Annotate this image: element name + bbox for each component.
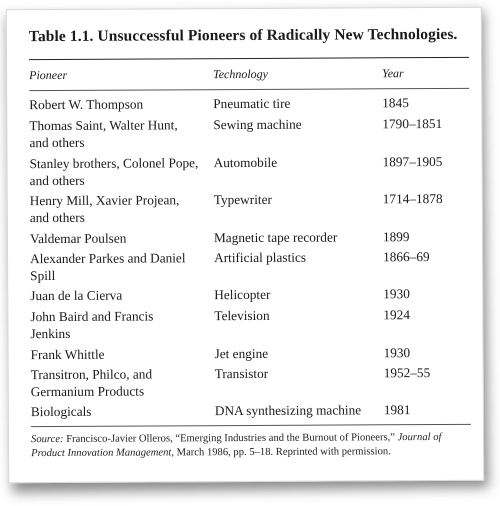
technology-cell: Automobile xyxy=(213,154,278,171)
technology-cell: Television xyxy=(214,307,270,324)
technology-cell: Helicopter xyxy=(214,286,271,303)
header-rule xyxy=(29,88,469,91)
table-row xyxy=(7,94,483,113)
pioneer-cell: Transitron, Philco, and Germanium Products xyxy=(30,366,153,400)
technology-cell: Jet engine xyxy=(214,345,269,362)
pioneer-cell: Frank Whittle xyxy=(30,346,105,363)
header-pioneer: Pioneer xyxy=(29,67,68,83)
header-technology: Technology xyxy=(213,66,269,82)
pioneer-cell: Valdemar Poulsen xyxy=(29,230,127,247)
source-citation: Francisco-Javier Olleros, “Emerging Industries and the Burnout of Pioneers,” xyxy=(63,432,398,445)
table-row xyxy=(8,248,484,284)
technology-cell: DNA synthesizing machine xyxy=(214,402,362,419)
table-title: Table 1.1. Unsuccessful Pioneers of Radically New Technologies. xyxy=(28,25,458,46)
source-note xyxy=(31,431,476,461)
pioneer-cell: Stanley brothers, Colonel Pope, and others xyxy=(29,155,199,189)
pioneer-cell: Alexander Parkes and Daniel Spill xyxy=(30,250,186,284)
year-cell: 1924 xyxy=(383,307,410,323)
top-rule xyxy=(29,57,469,60)
table-row xyxy=(8,306,484,342)
table-row xyxy=(8,285,484,304)
technology-cell: Sewing machine xyxy=(213,116,302,133)
table-row xyxy=(9,344,485,363)
pioneer-cell: Thomas Saint, Walter Hunt, and others xyxy=(29,117,178,151)
source-journal: Journal of Product Innovation Management xyxy=(31,431,442,459)
source-details: , March 1986, pp. 5–18. Reprinted with permission. xyxy=(171,445,391,458)
technology-cell: Artificial plastics xyxy=(214,249,307,266)
pioneer-cell: Biologicals xyxy=(30,403,92,420)
year-cell: 1930 xyxy=(383,286,410,302)
header-year: Year xyxy=(382,66,404,81)
table-row xyxy=(9,364,485,400)
year-cell: 1899 xyxy=(382,229,410,245)
bottom-rule xyxy=(31,424,471,427)
technology-cell: Magnetic tape recorder xyxy=(213,229,338,246)
technology-cell: Typewriter xyxy=(213,191,272,208)
year-cell: 1866–69 xyxy=(383,249,430,265)
table-row xyxy=(9,401,485,420)
pioneer-cell: Robert W. Thompson xyxy=(29,96,144,113)
year-cell: 1897–1905 xyxy=(382,153,443,170)
table-row xyxy=(8,190,484,226)
year-cell: 1790–1851 xyxy=(382,115,443,132)
source-label: Source: xyxy=(30,433,64,446)
year-cell: 1714–1878 xyxy=(382,190,443,207)
year-cell: 1930 xyxy=(383,345,411,361)
technology-cell: Transistor xyxy=(214,365,269,382)
table-row xyxy=(8,228,484,247)
year-cell: 1981 xyxy=(383,402,411,418)
table-card xyxy=(6,7,484,483)
pioneer-cell: Henry Mill, Xavier Projean, and others xyxy=(29,192,180,226)
technology-cell: Pneumatic tire xyxy=(213,95,291,112)
pioneer-cell: John Baird and Francis Jenkins xyxy=(30,308,154,342)
year-cell: 1845 xyxy=(382,95,409,111)
table-row xyxy=(7,115,483,151)
year-cell: 1952–55 xyxy=(383,365,431,381)
pioneer-cell: Juan de la Cierva xyxy=(30,287,123,304)
table-row xyxy=(8,153,484,189)
